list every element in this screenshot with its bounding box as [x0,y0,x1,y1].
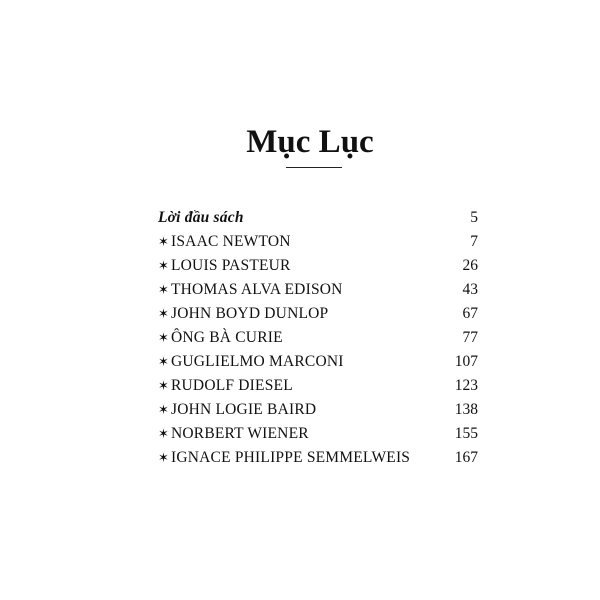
toc-entry-preface [158,206,484,230]
toc-entry-label: RUDOLF DIESEL [171,377,293,394]
star-bullet-icon: ✶ [158,450,169,465]
toc-entry [158,278,484,302]
toc-entry-label: GUGLIELMO MARCONI [171,353,344,370]
table-of-contents [158,206,484,470]
star-bullet-icon: ✶ [158,378,169,393]
star-bullet-icon: ✶ [158,426,169,441]
toc-entry [158,446,484,470]
star-bullet-icon: ✶ [158,282,169,297]
toc-entry [158,302,484,326]
toc-entry-label: ÔNG BÀ CURIE [171,329,283,346]
star-bullet-icon: ✶ [158,330,169,345]
toc-page-number: 67 [462,305,478,322]
toc-entry [158,230,484,254]
toc-page-number: 77 [462,329,478,346]
toc-entry [158,422,484,446]
toc-page-number: 5 [470,209,478,226]
toc-page-number: 123 [454,377,478,394]
star-bullet-icon: ✶ [158,306,169,321]
toc-entry-label: ISAAC NEWTON [171,233,291,250]
toc-entry-label: NORBERT WIENER [171,425,309,442]
toc-page-number: 167 [454,449,478,466]
toc-entry [158,374,484,398]
toc-page-number: 107 [454,353,478,370]
toc-page-number: 7 [470,233,478,250]
star-bullet-icon: ✶ [158,354,169,369]
toc-page-number: 155 [454,425,478,442]
toc-entry-label: JOHN BOYD DUNLOP [171,305,329,322]
star-bullet-icon: ✶ [158,258,169,273]
star-bullet-icon: ✶ [158,234,169,249]
page-title: Mục Lục [246,124,374,160]
toc-entry-label: IGNACE PHILIPPE SEMMELWEIS [171,449,411,466]
toc-entry-label: THOMAS ALVA EDISON [171,281,343,298]
toc-entry-label: LOUIS PASTEUR [171,257,291,274]
toc-page-number: 26 [462,257,478,274]
toc-page-number: 43 [462,281,478,298]
toc-entry [158,398,484,422]
toc-entry [158,254,484,278]
toc-page-number: 138 [454,401,478,418]
toc-entry-label: JOHN LOGIE BAIRD [171,401,317,418]
toc-entry [158,326,484,350]
star-bullet-icon: ✶ [158,402,169,417]
toc-entry-label: Lời đầu sách [158,209,244,226]
title-underline [286,167,342,168]
toc-entry [158,350,484,374]
